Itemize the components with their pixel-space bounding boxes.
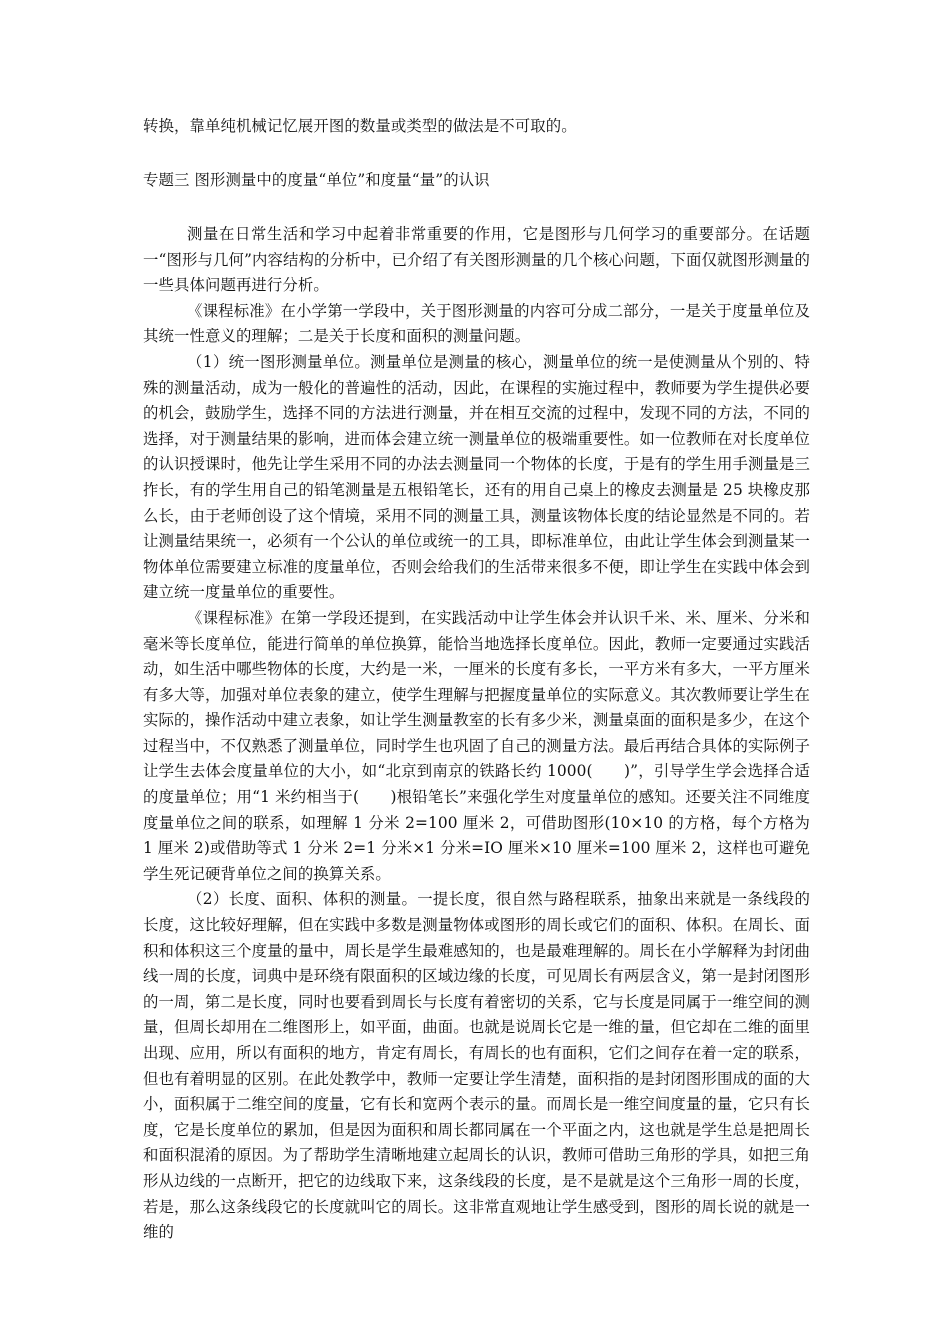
body-text xyxy=(143,222,810,1246)
paragraph-measurement: （2）长度、面积、体积的测量。一提长度，很自然与路程联系，抽象出来就是一条线段的长度，这比较好理解，但在实践中多数是测量物体或图形的周长或它们的面积、体积。在周长、面积和体积这三个度量的量中，周长是学生最难感知的，也是最难理解的。周长在小学解释为封闭曲线一周的长度，词典中是环绕有限面积的区域边缘的长度，可见周长有两层含义，第一是封闭图形的一周，第二是长度，同时也要看到周长与长度有着密切的关系，它与长度是同属于一维空间的测量，但周长却用在二维图形上，如平面，曲面。也就是说周长它是一维的量，但它却在二维的面里出现、应用，所以有面积的地方，肯定有周长，有周长的也有面积，它们之间存在着一定的联系，但也有着明显的区别。在此处教学中，教师一定要让学生清楚，面积指的是封闭图形围成的面的大小，面积属于二维空间的度量，它有长和宽两个表示的量。而周长是一维空间度量的量，它只有长度，它是长度单位的累加，但是因为面积和周长都同属在一个平面之内，这也就是学生总是把周长和面积混淆的原因。为了帮助学生清晰地建立起周长的认识，教师可借助三角形的学具，如把三角形从边线的一点断开，把它的边线取下来，这条线段的长度，是不是就是这个三角形一周的长度，若是，那么这条线段它的长度就叫它的周长。这非常直观地让学生感受到，图形的周长说的就是一维的 xyxy=(143,890,810,1242)
paragraph-unify-units: （1）统一图形测量单位。测量单位是测量的核心，测量单位的统一是使测量从个别的、特殊的测量活动，成为一般化的普遍性的活动，因此，在课程的实施过程中，教师要为学生提供必要的机会，鼓励学生，选择不同的方法进行测量，并在相互交流的过程中，发现不同的方法，不同的选择，对于测量结果的影响，进而体会建立统一测量单位的极端重要性。如一位教师在对长度单位的认识授课时，他先让学生采用不同的办法去测量同一个物体的长度，于是有的学生用手测量是三拃长，有的学生用自己的铅笔测量是五根铅笔长，还有的用自己桌上的橡皮去测量是 25 块橡皮那么长，由于老师创设了这个情境，采用不同的测量工具，测量该物体长度的结论显然是不同的。若让测量结果统一，必须有一个公认的单位或统一的工具，即标准单位，由此让学生体会到测量某一物体单位需要建立标准的度量单位，否则会给我们的生活带来很多不便，即让学生在实践中体会到建立统一度量单位的重要性。 xyxy=(143,352,810,602)
paragraph-standard: 《课程标准》在小学第一学段中，关于图形测量的内容可分成二部分，一是关于度量单位及其统一性意义的理解；二是关于长度和面积的测量问题。 xyxy=(143,301,810,346)
paragraph-intro: 测量在日常生活和学习中起着非常重要的作用，它是图形与几何学习的重要部分。在话题一“图形与几何”内容结构的分析中，已介绍了有关图形测量的几个核心问题，下面仅就图形测量的一些具体问题再进行分析。 xyxy=(143,225,810,295)
paragraph-length-units: 《课程标准》在第一学段还提到，在实践活动中让学生体会并认识千米、米、厘米、分米和毫米等长度单位，能进行简单的单位换算，能恰当地选择长度单位。因此，教师一定要通过实践活动，如生活中哪些物体的长度，大约是一米，一厘米的长度有多长，一平方米有多大，一平方厘米有多大等，加强对单位表象的建立，使学生理解与把握度量单位的实际意义。其次教师要让学生在实际的，操作活动中建立表象，如让学生测量教室的长有多少米，测量桌面的面积是多少，在这个过程当中，不仅熟悉了测量单位，同时学生也巩固了自己的测量方法。最后再结合具体的实际例子让学生去体会度量单位的大小，如“北京到南京的铁路长约 1000( )”，引导学生学会选择合适的度量单位；用“1 米约相当于( )根铅笔长”来强化学生对度量单位的感知。还要关注不同维度度量单位之间的联系，如理解 1 分米 2=100 厘米 2，可借助图形(10×10 的方格，每个方格为 1 厘米 2)或借助等式 1 分米 2=1 分米×1 分米=IO 厘米×10 厘米=100 厘米 2，这样也可避免学生死记硬背单位之间的换算关系。 xyxy=(143,608,810,883)
continuation-line: 转换，靠单纯机械记忆展开图的数量或类型的做法是不可取的。 xyxy=(143,117,577,135)
section-heading: 专题三 图形测量中的度量“单位”和度量“量”的认识 xyxy=(143,171,490,189)
